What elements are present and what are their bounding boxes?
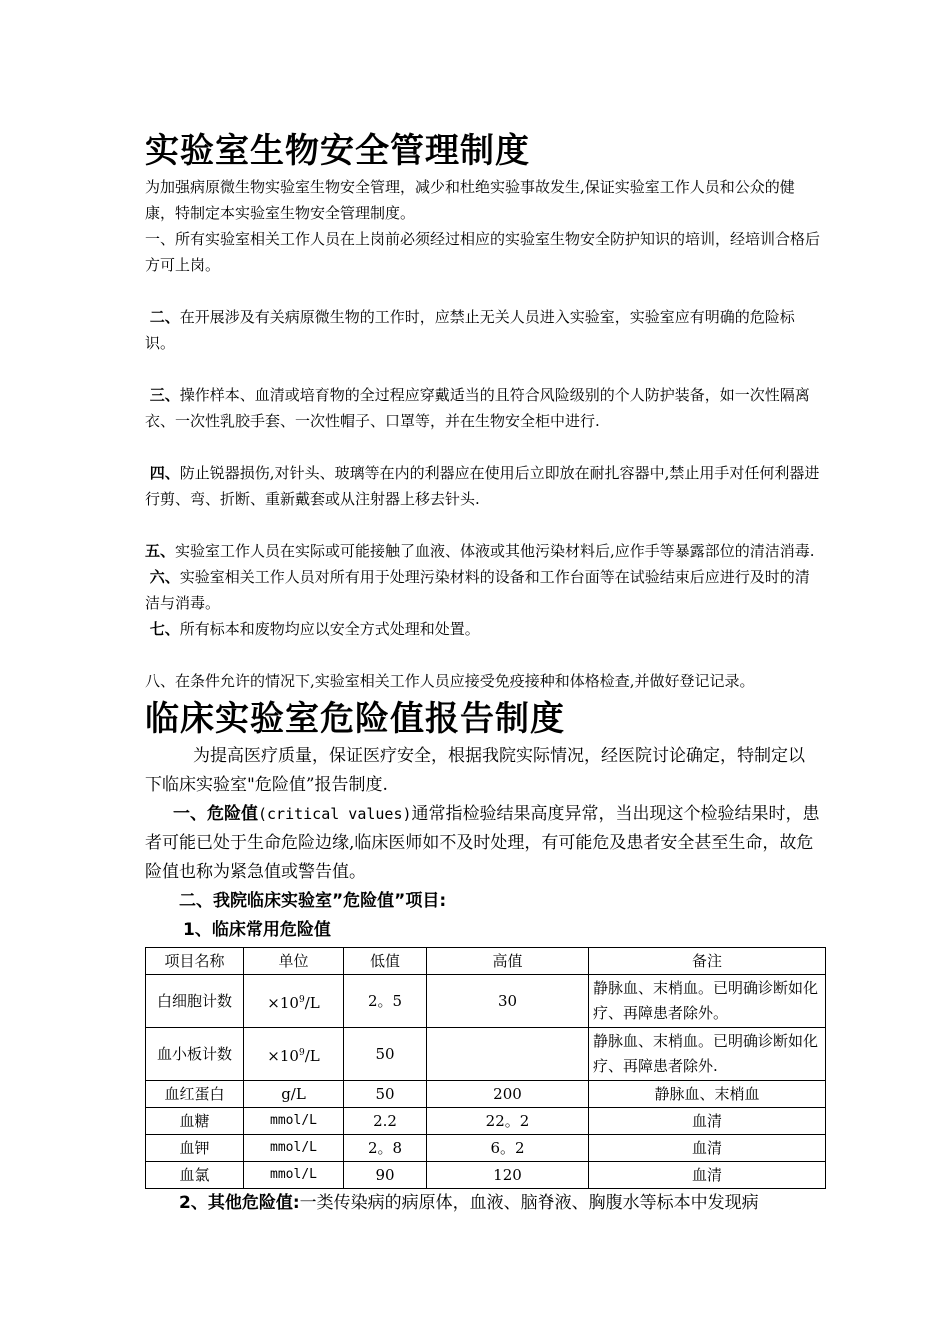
rule-item-7 (145, 616, 821, 642)
section1-title: 实验室生物安全管理制度 (145, 131, 530, 171)
rule-item-3 (145, 382, 821, 434)
cell-high: 22。2 (427, 1108, 589, 1135)
table-row (146, 1108, 826, 1135)
header-item-name: 项目名称 (146, 948, 244, 975)
cell-note: 血清 (589, 1108, 826, 1135)
table-row (146, 1081, 826, 1108)
critical-value-definition (145, 800, 821, 887)
rule-item-4 (145, 460, 821, 512)
cell-note: 血清 (589, 1135, 826, 1162)
cell-note: 静脉血、末梢血。已明确诊断如化疗、再障患者除外. (589, 1028, 826, 1081)
table-row (146, 1162, 826, 1189)
section1-intro: 为加强病原微生物实验室生物安全管理，减少和杜绝实验事故发生,保证实验室工作人员和公众的健康，特制定本实验室生物安全管理制度。 (145, 178, 795, 222)
cell-unit: mmol/L (244, 1135, 344, 1162)
unit-suffix: /L (304, 993, 320, 1012)
rule-item-7-text: 所有标本和废物均应以安全方式处理和处置。 (179, 620, 480, 638)
cell-note: 静脉血、末梢血 (589, 1081, 826, 1108)
cell-low: 50 (344, 1081, 427, 1108)
rule-item-8-text: 在条件允许的情况下,实验室相关工作人员应接受免疫接种和体格检查,并做好登记记录。 (175, 672, 755, 690)
cell-high: 200 (427, 1081, 589, 1108)
rule-item-2-text: 在开展涉及有关病原微生物的工作时，应禁止无关人员进入实验室，实验室应有明确的危险标识。 (145, 308, 795, 352)
cell-low: 90 (344, 1162, 427, 1189)
unit-exponent: 9 (298, 994, 305, 1005)
cell-note: 静脉血、末梢血。已明确诊断如化疗、再障患者除外。 (589, 975, 826, 1028)
rule-item-1 (145, 226, 821, 278)
rule-item-6-num: 六、 (149, 568, 180, 586)
cell-unit (244, 975, 344, 1028)
cell-high: 6。2 (427, 1135, 589, 1162)
cell-high: 30 (427, 975, 589, 1028)
cell-low: 2。8 (344, 1135, 427, 1162)
rule-item-4-text: 防止锐器损伤,对针头、玻璃等在内的利器应在使用后立即放在耐扎容器中,禁止用手对任何利器进行剪、弯、折断、重新戴套或从注射器上移去针头. (145, 464, 820, 508)
header-note: 备注 (589, 948, 826, 975)
rule-item-3-num: 三、 (149, 386, 180, 404)
section2-title: 临床实验室危险值报告制度 (145, 699, 565, 739)
cell-name: 血红蛋白 (146, 1081, 244, 1108)
items-heading: 二、我院临床实验室”危险值”项目: (179, 891, 447, 911)
rule-item-7-num: 七、 (149, 620, 180, 638)
other-values-text: 一类传染病的病原体，血液、脑脊液、胸腹水等标本中发现病 (299, 1193, 759, 1213)
cell-low: 2。5 (344, 975, 427, 1028)
definition-english: (critical values) (258, 805, 412, 823)
table-header-row (146, 948, 826, 975)
rule-item-3-text: 操作样本、血清或培育物的全过程应穿戴适当的且符合风险级别的个人防护装备，如一次性隔离衣、一次性乳胶手套、一次性帽子、口罩等，并在生物安全柜中进行. (145, 386, 810, 430)
rule-item-2-num: 二、 (149, 308, 180, 326)
other-values-paragraph (145, 1189, 821, 1218)
cell-unit: mmol/L (244, 1108, 344, 1135)
definition-num: 一、 (173, 804, 207, 824)
rule-item-1-num: 一、 (145, 230, 176, 248)
section2-intro: 为提高医疗质量，保证医疗安全，根据我院实际情况，经医院讨论确定，特制定以下临床实验室"危险值”报告制度. (145, 746, 805, 795)
document-content (145, 128, 821, 1218)
cell-name: 血钾 (146, 1135, 244, 1162)
cell-low: 50 (344, 1028, 427, 1081)
cell-name: 血小板计数 (146, 1028, 244, 1081)
table-row (146, 975, 826, 1028)
table-row (146, 1135, 826, 1162)
definition-term: 危险值 (207, 804, 258, 824)
rule-item-6-text: 实验室相关工作人员对所有用于处理污染材料的设备和工作台面等在试验结束后应进行及时的清洁与消毒。 (145, 568, 810, 612)
cell-unit: mmol/L (244, 1162, 344, 1189)
cell-note: 血清 (589, 1162, 826, 1189)
header-unit: 单位 (244, 948, 344, 975)
common-values-heading: 1、临床常用危险值 (183, 920, 331, 940)
rule-item-8-num: 八、 (145, 672, 176, 690)
rule-item-5 (145, 538, 821, 564)
unit-prefix: ×10 (267, 1046, 299, 1065)
cell-unit (244, 1028, 344, 1081)
rule-item-1-text: 所有实验室相关工作人员在上岗前必须经过相应的实验室生物安全防护知识的培训，经培训合格后方可上岗。 (145, 230, 821, 274)
table-row (146, 1028, 826, 1081)
rule-item-6 (145, 564, 821, 616)
rule-item-4-num: 四、 (149, 464, 180, 482)
cell-high: 120 (427, 1162, 589, 1189)
cell-low: 2.2 (344, 1108, 427, 1135)
other-values-heading: 2、其他危险值: (179, 1193, 300, 1213)
rule-item-2 (145, 304, 821, 356)
critical-values-table (145, 947, 826, 1189)
unit-exponent: 9 (298, 1047, 305, 1058)
header-high: 高值 (427, 948, 589, 975)
cell-name: 白细胞计数 (146, 975, 244, 1028)
rule-item-5-num: 五、 (145, 542, 176, 560)
cell-unit: g/L (244, 1081, 344, 1108)
unit-prefix: ×10 (267, 993, 299, 1012)
rule-item-8 (145, 668, 821, 694)
cell-name: 血糖 (146, 1108, 244, 1135)
unit-suffix: /L (304, 1046, 320, 1065)
cell-high (427, 1028, 589, 1081)
header-low: 低值 (344, 948, 427, 975)
cell-name: 血氯 (146, 1162, 244, 1189)
rule-item-5-text: 实验室工作人员在实际或可能接触了血液、体液或其他污染材料后,应作手等暴露部位的清洁消毒. (175, 542, 815, 560)
definition-text: 通常指检验结果高度异常，当出现这个检验结果时，患者可能已处于生命危险边缘,临床医师如不及时处理，有可能危及患者安全甚至生命，故危险值也称为紧急值或警告值。 (145, 804, 820, 882)
